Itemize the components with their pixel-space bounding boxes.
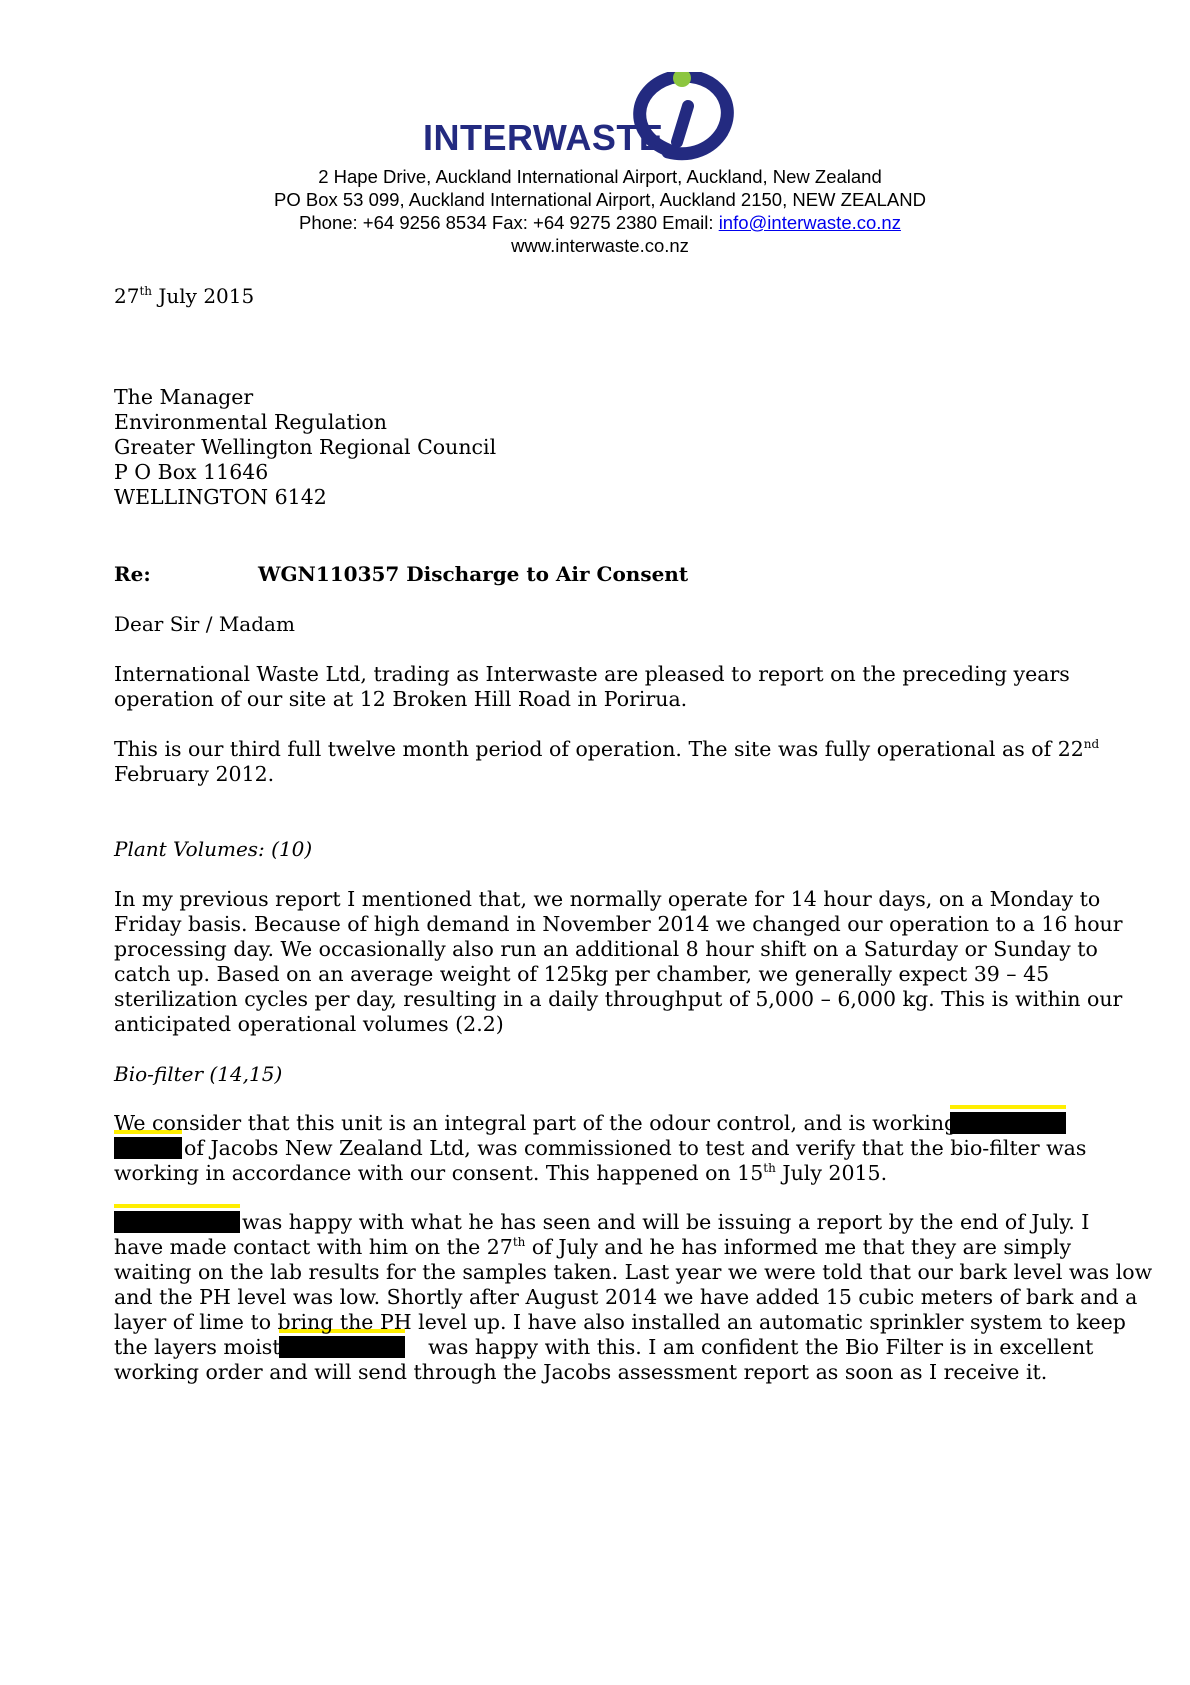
contact-phone-fax: Phone: +64 9256 8534 Fax: +64 9275 2380 Email: xyxy=(299,212,719,233)
text-line: Friday basis. Because of high demand in November 2014 we changed our operation to a 16 hour xyxy=(114,912,1123,936)
ordinal-suffix: th xyxy=(763,1161,776,1175)
recipient-line: Environmental Regulation xyxy=(114,410,387,434)
contact-line xyxy=(0,212,1190,234)
recipient-block xyxy=(114,385,496,510)
text-line: In my previous report I mentioned that, we normally operate for 14 hour days, on a Monday to xyxy=(114,887,1101,911)
text-span: the layers moist. xyxy=(114,1335,294,1359)
period-paragraph xyxy=(114,737,1099,787)
date-day: 27 xyxy=(114,284,140,308)
bio-filter-paragraph-2 xyxy=(114,1210,1152,1385)
text-line: and the PH level was low. Shortly after August 2014 we have added 15 cubic meters of bark and a xyxy=(114,1285,1138,1309)
brand-name: INTERWASTE xyxy=(423,117,664,158)
text-line: anticipated operational volumes (2.2) xyxy=(114,1012,504,1036)
intro-paragraph xyxy=(114,662,1070,712)
logo-green-dot xyxy=(673,72,691,87)
text-line xyxy=(114,1161,1086,1186)
ordinal-suffix: th xyxy=(512,1235,526,1249)
text-line: processing day. We occasionally also run an additional 8 hour shift on a Saturday or Sunday to xyxy=(114,937,1098,961)
salutation: Dear Sir / Madam xyxy=(114,612,295,636)
text-span: working in accordance with our consent. This happened on 15 xyxy=(114,1161,764,1185)
recipient-line: WELLINGTON 6142 xyxy=(114,485,327,509)
text-line xyxy=(114,1235,1152,1260)
text-line: working order and will send through the Jacobs assessment report as soon as I receive it. xyxy=(114,1360,1048,1384)
text-span: have made contact with him on the 27 xyxy=(114,1235,513,1259)
highlight-mark xyxy=(114,1204,240,1208)
text-line: waiting on the lab results for the samples taken. Last year we were told that our bark level was low xyxy=(114,1260,1153,1284)
text-line: layer of lime to bring the PH level up. I have also installed an automatic sprinkler system to keep xyxy=(114,1310,1126,1334)
text-line xyxy=(114,1335,1152,1360)
text-line: We consider that this unit is an integral part of the odour control, and is working well. xyxy=(114,1111,1013,1135)
plant-volumes-heading: Plant Volumes: (10) xyxy=(114,837,313,861)
text-span: of July and he has informed me that they are simply xyxy=(525,1235,1072,1259)
website: www.interwaste.co.nz xyxy=(511,235,689,256)
text-line: operation of our site at 12 Broken Hill Road in Porirua. xyxy=(114,687,688,711)
date-suffix: th xyxy=(139,284,153,298)
text-line: February 2012. xyxy=(114,762,275,786)
address-line-1: 2 Hape Drive, Auckland International Airport, Auckland, New Zealand xyxy=(318,166,882,187)
text-line: International Waste Ltd, trading as Interwaste are pleased to report on the preceding years xyxy=(114,662,1070,686)
text-line: sterilization cycles per day, resulting in a daily throughput of 5,000 – 6,000 kg. This is within our xyxy=(114,987,1123,1011)
text-span: This is our third full twelve month period of operation. The site was fully operational as of 22 xyxy=(114,737,1084,761)
text-line: of Jacobs New Zealand Ltd, was commissioned to test and verify that the bio-filter was xyxy=(184,1136,1087,1160)
letter-date xyxy=(114,284,254,309)
recipient-line: The Manager xyxy=(114,385,254,409)
recipient-line: P O Box 11646 xyxy=(114,460,269,484)
text-span: was happy with this. I am confident the Bio Filter is in excellent xyxy=(421,1335,1094,1359)
subject-text: WGN110357 Discharge to Air Consent xyxy=(258,562,689,586)
text-line: was happy with what he has seen and will be issuing a report by the end of July. I xyxy=(242,1210,1090,1234)
ordinal-suffix: nd xyxy=(1083,737,1100,751)
plant-volumes-paragraph xyxy=(114,887,1123,1037)
bio-filter-paragraph-1 xyxy=(114,1111,1086,1186)
text-line: catch up. Based on an average weight of 125kg per chamber, we generally expect 39 – 45 xyxy=(114,962,1050,986)
highlight-mark xyxy=(950,1105,1066,1109)
logo-i-stem xyxy=(677,106,688,142)
bio-filter-heading: Bio-filter (14,15) xyxy=(114,1062,283,1086)
address-line-2: PO Box 53 099, Auckland International Airport, Auckland 2150, NEW ZEALAND xyxy=(274,189,926,210)
subject-label: Re: xyxy=(114,562,151,586)
email-link[interactable]: info@interwaste.co.nz xyxy=(718,212,901,233)
text-line xyxy=(114,737,1099,762)
text-span: July 2015. xyxy=(775,1161,888,1185)
date-rest: July 2015 xyxy=(152,284,255,308)
recipient-line: Greater Wellington Regional Council xyxy=(114,435,497,459)
